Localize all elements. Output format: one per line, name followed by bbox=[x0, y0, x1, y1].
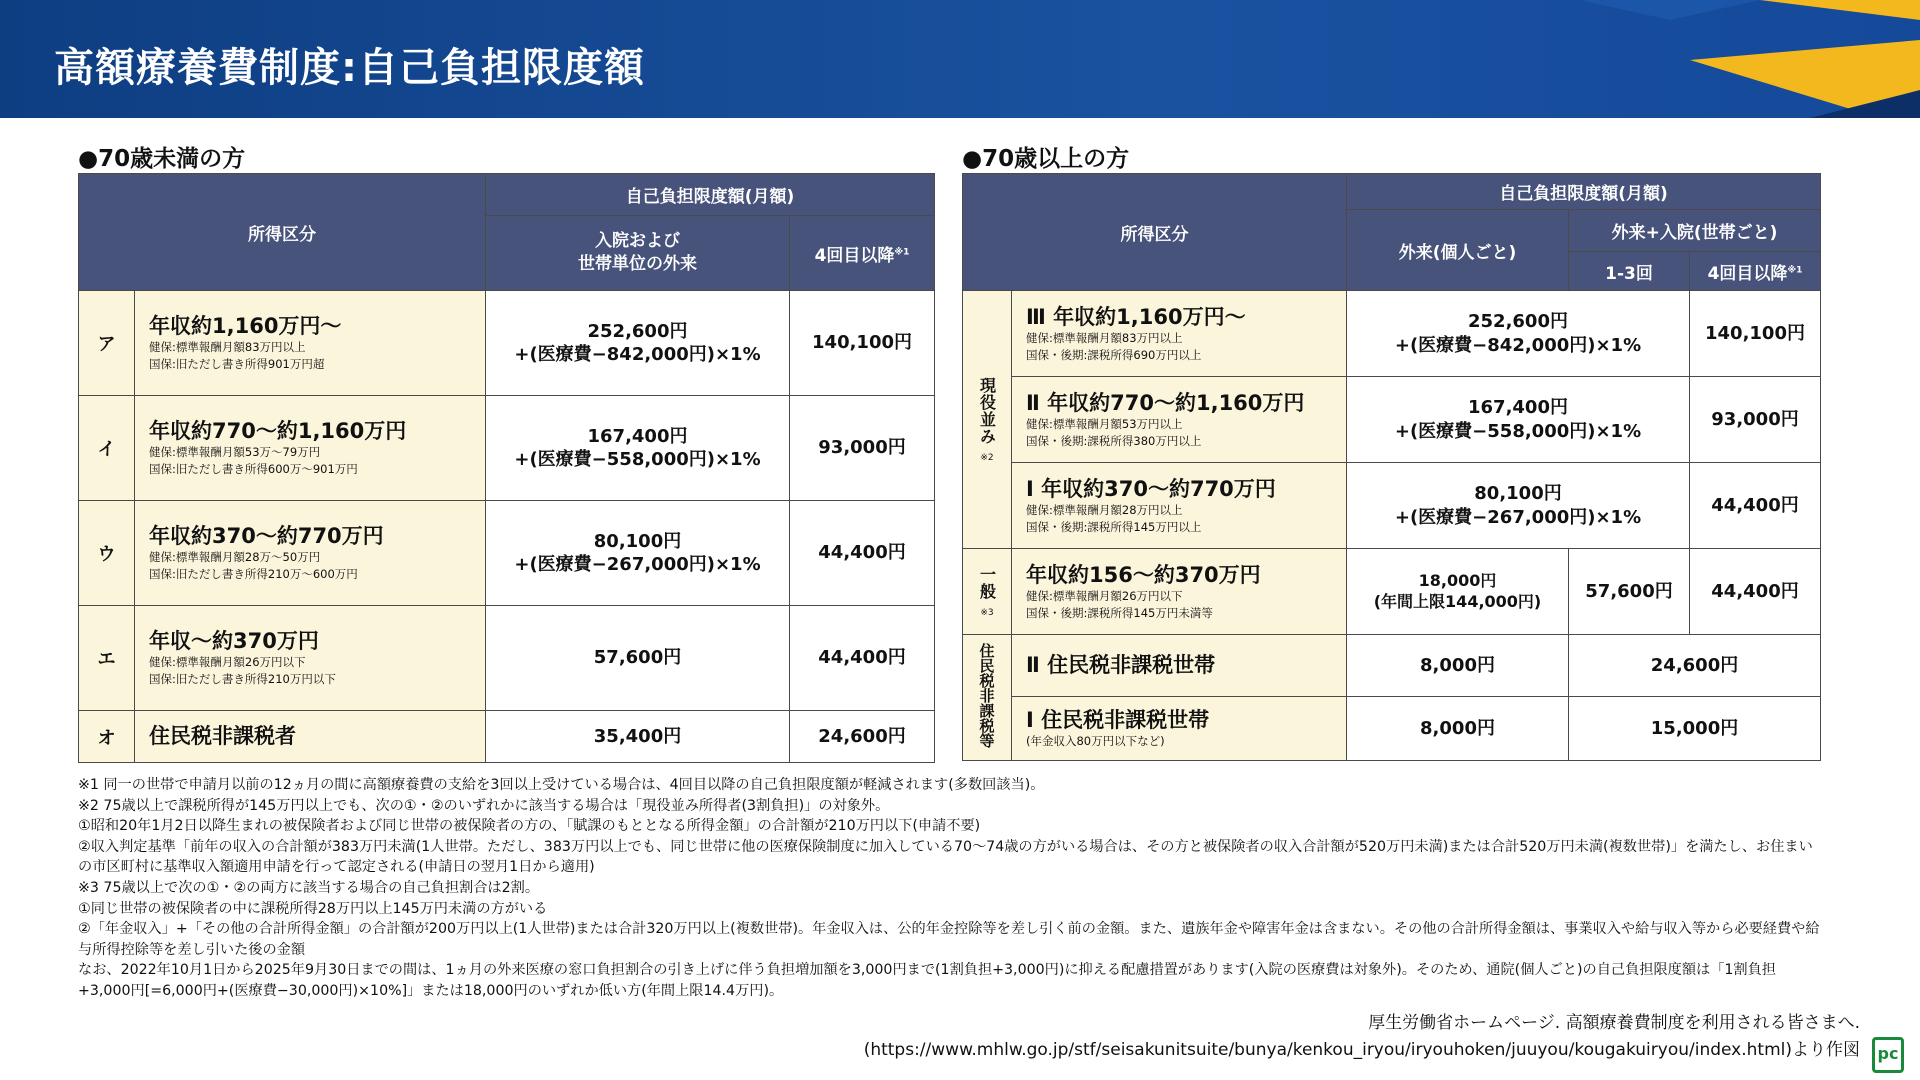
footnote: ②「年金収入」+「その他の合計所得金額」の合計額が200万円以上(1人世帯)または合計320万円以上(複数世帯)。年金収入は、公的年金控除等を差し引く前の金額。また、遺族年金や障害年金は含まない。その他の合計所得金額は、事業収入や給与収入等から必要経費や給与所得控除等を差し引いた後の金額 bbox=[78, 921, 1820, 958]
table-row bbox=[963, 635, 1821, 697]
fourth-cell: 44,400円 bbox=[1690, 549, 1821, 635]
source-line-2: (https://www.mhlw.go.jp/stf/seisakunitsuite/bunya/kenkou_iryou/iryouhoken/juuyou/kougakuiryou/index.html)より作図 bbox=[863, 1040, 1860, 1060]
income-cell: Ⅰ 住民税非課税世帯 (年金収入80万円以下など) bbox=[1012, 697, 1347, 761]
fourth-cell: 93,000円 bbox=[1690, 377, 1821, 463]
income-cell: 年収約770〜約1,160万円 健保:標準報酬月額53万〜79万円 国保:旧ただし書き所得600万〜901万円 bbox=[135, 396, 486, 501]
limit-cell: 167,400円 +(医療費−558,000円)×1% bbox=[486, 396, 790, 501]
income-cell: Ⅱ 年収約770〜約1,160万円 健保:標準報酬月額53万円以上 国保・後期:課税所得380万円以上 bbox=[1012, 377, 1347, 463]
income-cell: Ⅲ 年収約1,160万円〜 健保:標準報酬月額83万円以上 国保・後期:課税所得690万円以上 bbox=[1012, 291, 1347, 377]
limit-cell: 80,100円 +(医療費−267,000円)×1% bbox=[486, 501, 790, 606]
outpatient-cell: 18,000円 (年間上限144,000円) bbox=[1347, 549, 1569, 635]
fourth-cell: 24,600円 bbox=[790, 711, 935, 763]
pc-logo-icon: pc bbox=[1872, 1037, 1904, 1073]
head-fourth: 4回目以降$^{※1}$ bbox=[790, 216, 935, 291]
group-hikazei: 住民税非課税等 bbox=[963, 635, 1012, 761]
row-label: ア bbox=[79, 291, 135, 396]
table-row bbox=[963, 291, 1821, 377]
head-combined: 外来+入院(世帯ごと) bbox=[1569, 210, 1821, 252]
table-row bbox=[963, 697, 1821, 761]
combined-cell: 24,600円 bbox=[1569, 635, 1821, 697]
head-income: 所得区分 bbox=[963, 174, 1347, 291]
income-cell: Ⅱ 住民税非課税世帯 bbox=[1012, 635, 1347, 697]
page-title: 高額療養費制度:自己負担限度額 bbox=[54, 45, 645, 91]
table-row bbox=[79, 606, 935, 711]
income-cell: Ⅰ 年収約370〜約770万円 健保:標準報酬月額28万円以上 国保・後期:課税所得145万円以上 bbox=[1012, 463, 1347, 549]
footnote: ①昭和20年1月2日以降生まれの被保険者および同じ世帯の被保険者の方の、「賦課のもととなる所得金額」の合計額が210万円以下(申請不要) bbox=[78, 818, 981, 835]
row-label: エ bbox=[79, 606, 135, 711]
table-row bbox=[79, 711, 935, 763]
fourth-cell: 44,400円 bbox=[790, 501, 935, 606]
income-cell: 年収約370〜約770万円 健保:標準報酬月額28万〜50万円 国保:旧ただし書き所得210万〜600万円 bbox=[135, 501, 486, 606]
source-citation bbox=[864, 1010, 1860, 1064]
footnote: なお、2022年10月1日から2025年9月30日までの間は、1ヵ月の外来医療の窓口負担割合の引き上げに伴う負担増加額を3,000円まで(1割負担+3,000円)に抑える配慮措置があります(入院の医療費は対象外)。そのため、通院(個人ごと)の自己負担限度額は「1割負担+3,000円[=6,000円+(医療費−30,000円)×10%]」または18,000円のいずれか低い方(年間上限14.4万円)。 bbox=[78, 962, 1776, 999]
income-cell: 年収〜約370万円 健保:標準報酬月額26万円以下 国保:旧ただし書き所得210万円以下 bbox=[135, 606, 486, 711]
fourth-cell: 140,100円 bbox=[790, 291, 935, 396]
table-row bbox=[963, 549, 1821, 635]
income-cell: 住民税非課税者 bbox=[135, 711, 486, 763]
head-limit: 自己負担限度額(月額) bbox=[486, 174, 935, 216]
footnote: ①同じ世帯の被保険者の中に課税所得28万円以上145万円未満の方がいる bbox=[78, 900, 548, 917]
footnote: ※2 75歳以上で課税所得が145万円以上でも、次の①・②のいずれかに該当する場合は「現役並み所得者(3割負担)」の対象外。 bbox=[78, 797, 890, 814]
limit-cell: 167,400円 +(医療費−558,000円)×1% bbox=[1347, 377, 1690, 463]
table-row bbox=[963, 463, 1821, 549]
section-title-over70: ●70歳以上の方 bbox=[962, 146, 1130, 172]
table-row bbox=[79, 501, 935, 606]
income-cell: 年収約1,160万円〜 健保:標準報酬月額83万円以上 国保:旧ただし書き所得901万円超 bbox=[135, 291, 486, 396]
row-label: ウ bbox=[79, 501, 135, 606]
source-line-1: 厚生労働省ホームページ. 高額療養費制度を利用される皆さまへ. bbox=[1368, 1013, 1860, 1033]
table-row bbox=[79, 291, 935, 396]
table-row bbox=[79, 396, 935, 501]
1to3-cell: 57,600円 bbox=[1569, 549, 1690, 635]
row-label: イ bbox=[79, 396, 135, 501]
header-decoration-icon bbox=[1580, 0, 1920, 118]
footnote: ※1 同一の世帯で申請月以前の12ヵ月の間に高額療養費の支給を3回以上受けている場合は、4回目以降の自己負担限度額が軽減されます(多数回該当)。 bbox=[78, 777, 1045, 793]
limit-cell: 57,600円 bbox=[486, 606, 790, 711]
footnotes bbox=[78, 775, 1823, 1002]
row-label: オ bbox=[79, 711, 135, 763]
group-genekinami: 現役並み ※2 bbox=[963, 291, 1012, 549]
footnote: ②収入判定基準「前年の収入の合計額が383万円未満(1人世帯。ただし、383万円以上でも、同じ世帯に他の医療保険制度に加入している70〜74歳の方がいる場合は、その方と被保険者の収入合計額が520万円未満)または合計520万円未満(複数世帯)」を満たし、お住まいの市区町村に基準収入額適用申請を行って認定される(申請日の翌月1日から適用) bbox=[78, 838, 1813, 876]
combined-cell: 15,000円 bbox=[1569, 697, 1821, 761]
limit-cell: 252,600円 +(医療費−842,000円)×1% bbox=[1347, 291, 1690, 377]
head-fourth: 4回目以降$^{※1}$ bbox=[1690, 252, 1821, 291]
limit-cell: 80,100円 +(医療費−267,000円)×1% bbox=[1347, 463, 1690, 549]
head-income: 所得区分 bbox=[79, 174, 486, 291]
table-under70 bbox=[78, 173, 935, 763]
income-cell: 年収約156〜約370万円 健保:標準報酬月額26万円以下 国保・後期:課税所得145万円未満等 bbox=[1012, 549, 1347, 635]
limit-cell: 252,600円 +(医療費−842,000円)×1% bbox=[486, 291, 790, 396]
table-over70 bbox=[962, 173, 1821, 761]
head-1to3: 1-3回 bbox=[1569, 252, 1690, 291]
limit-cell: 35,400円 bbox=[486, 711, 790, 763]
section-title-under70: ●70歳未満の方 bbox=[78, 146, 246, 172]
head-outpatient: 外来(個人ごと) bbox=[1347, 210, 1569, 291]
header-banner bbox=[0, 0, 1920, 118]
fourth-cell: 44,400円 bbox=[790, 606, 935, 711]
outpatient-cell: 8,000円 bbox=[1347, 697, 1569, 761]
head-inpatient: 入院および 世帯単位の外来 bbox=[486, 216, 790, 291]
fourth-cell: 44,400円 bbox=[1690, 463, 1821, 549]
footnote: ※3 75歳以上で次の①・②の両方に該当する場合の自己負担割合は2割。 bbox=[78, 879, 540, 896]
group-ippan: 一般 ※3 bbox=[963, 549, 1012, 635]
table-row bbox=[963, 377, 1821, 463]
fourth-cell: 93,000円 bbox=[790, 396, 935, 501]
head-limit: 自己負担限度額(月額) bbox=[1347, 174, 1821, 210]
fourth-cell: 140,100円 bbox=[1690, 291, 1821, 377]
outpatient-cell: 8,000円 bbox=[1347, 635, 1569, 697]
